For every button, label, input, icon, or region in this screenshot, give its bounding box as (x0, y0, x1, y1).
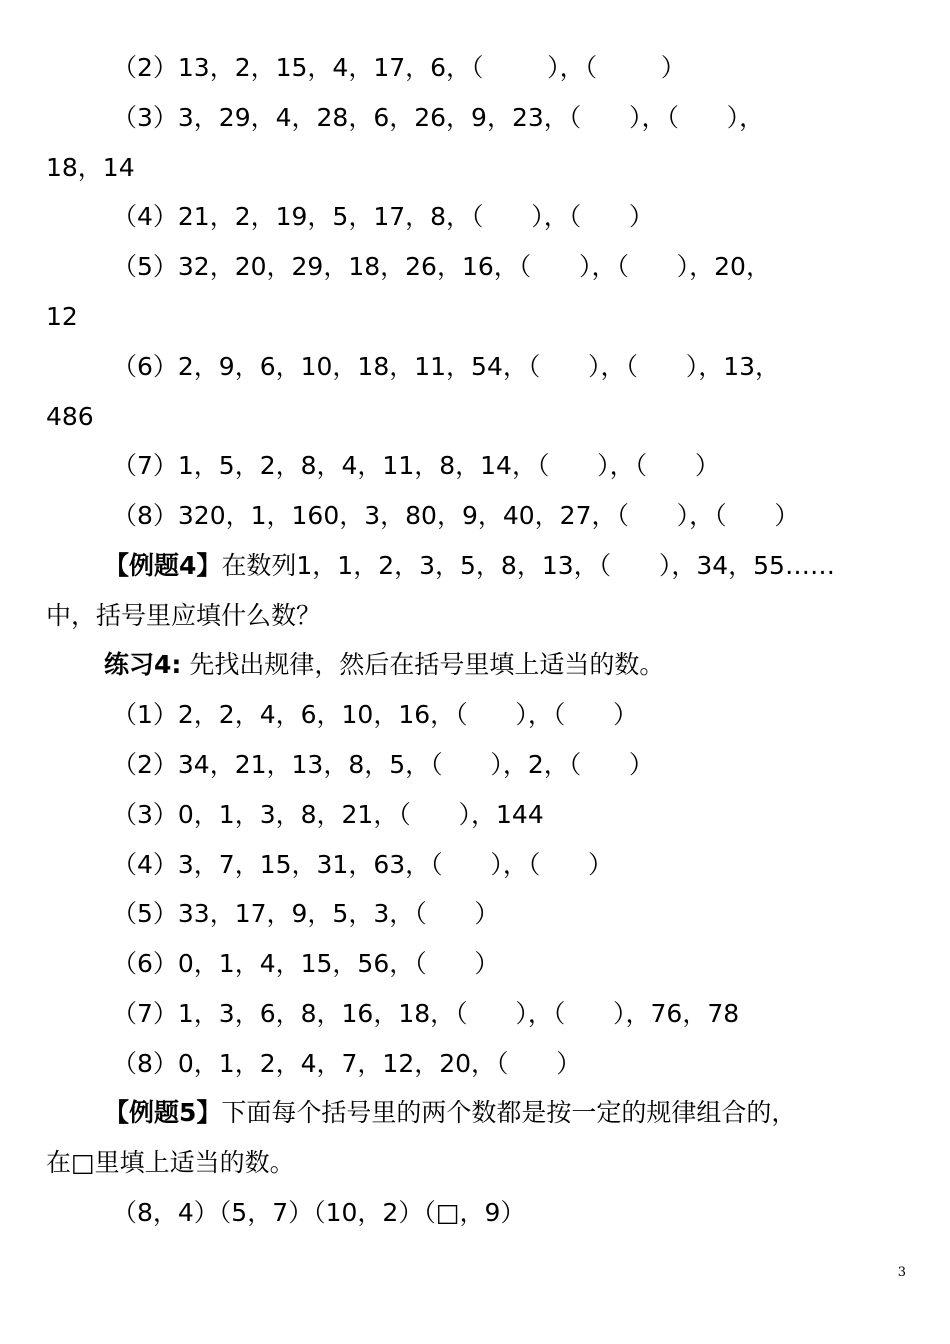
exercise-line: （7）1，3，6，8，16，18，（ ），（ ），76，78 (112, 999, 740, 1028)
example-label: 【例题4】 (104, 551, 222, 580)
exercise-line: （5）33，17，9，5，3，（ ） (112, 899, 500, 928)
example-pairs-line: （8，4）（5，7）（10，2）（□，9） (112, 1198, 526, 1227)
exercise-line: （8）320，1，160，3，80，9，40，27，（ ），（ ） (112, 501, 800, 530)
exercise-line-continuation: 12 (46, 302, 78, 331)
exercise-line: （5）32，20，29，18，26，16，（ ），（ ），20， (112, 252, 771, 281)
exercise-line: （3）3，29，4，28，6，26，9，23，（ ），（ ）， (112, 103, 765, 132)
exercise-line: （4）3，7，15，31，63，（ ），（ ） (112, 850, 614, 879)
exercise-line-continuation: 18，14 (46, 153, 135, 182)
example-line-continuation: 中，括号里应填什么数？ (46, 601, 322, 630)
exercise-line: （6）0，1，4，15，56，（ ） (112, 949, 500, 978)
exercise-line: （6）2，9，6，10，18，11，54，（ ），（ ），13， (112, 352, 781, 381)
exercise-line: （1）2，2，4，6，10，16，（ ），（ ） (112, 700, 639, 729)
exercise-line-continuation: 486 (46, 402, 94, 431)
example-label: 【例题5】 (104, 1098, 222, 1127)
exercise-line: （3）0，1，3，8，21，（ ），144 (112, 800, 544, 829)
page-number: 3 (897, 1265, 906, 1280)
exercise-line: （2）34，21，13，8，5，（ ），2，（ ） (112, 750, 654, 779)
example-line-continuation: 在□里填上适当的数。 (46, 1148, 295, 1177)
exercise-line: （4）21，2，19，5，17，8，（ ），（ ） (112, 202, 654, 231)
exercise-line: （8）0，1，2，4，7，12，20，（ ） (112, 1049, 582, 1078)
exercise-line: （7）1，5，2，8，4，11，8，14，（ ），（ ） (112, 451, 720, 480)
practice-heading: 练习4: 先找出规律，然后在括号里填上适当的数。 (104, 650, 665, 679)
exercise-line: （2）13，2，15，4，17，6，（ ），（ ） (112, 53, 686, 82)
example-heading: 【例题4】在数列1，1，2，3，5，8，13，（ ），34，55…… (104, 551, 835, 580)
practice-label: 练习4: (104, 650, 182, 679)
example-heading: 【例题5】下面每个括号里的两个数都是按一定的规律组合的， (104, 1098, 797, 1127)
